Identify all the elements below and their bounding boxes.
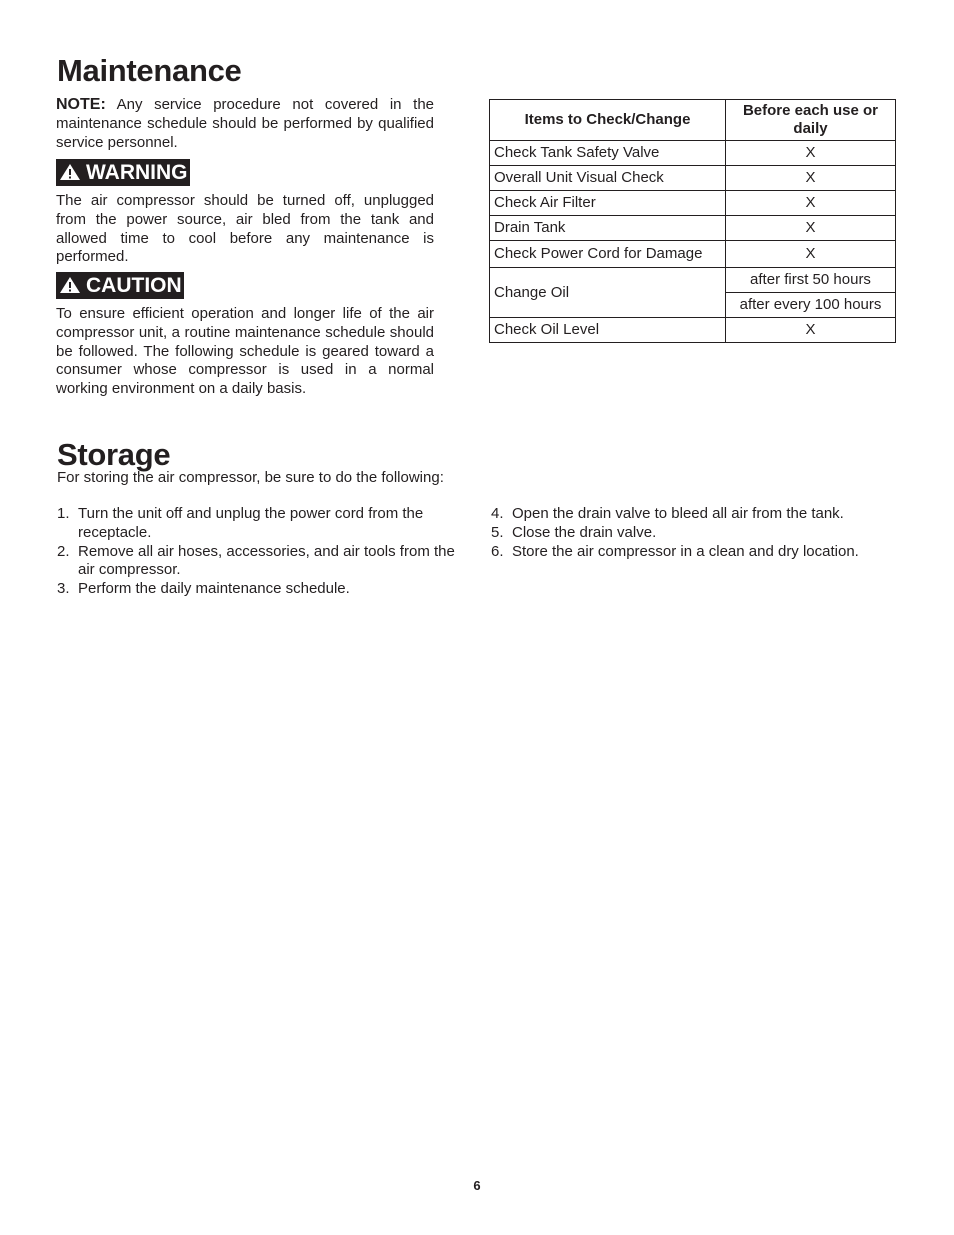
- table-cell-value: X: [726, 166, 896, 191]
- table-header-items: Items to Check/Change: [490, 100, 726, 141]
- table-cell-value: after every 100 hours: [726, 293, 896, 318]
- storage-steps-right: [491, 505, 891, 561]
- list-item: [491, 543, 891, 562]
- warning-triangle-icon: [59, 276, 81, 294]
- table-row: [490, 268, 896, 293]
- table-cell-item: Change Oil: [490, 268, 726, 318]
- caution-label: CAUTION: [86, 274, 182, 297]
- list-item: [491, 505, 891, 524]
- step-text: Close the drain valve.: [512, 523, 657, 541]
- table-cell-item: Check Tank Safety Valve: [490, 141, 726, 166]
- step-number: 4.: [491, 505, 504, 522]
- table-cell-item: Overall Unit Visual Check: [490, 166, 726, 191]
- note-label: NOTE:: [56, 96, 106, 113]
- table-row: [490, 166, 896, 191]
- list-item: [491, 524, 891, 543]
- table-cell-value: X: [726, 216, 896, 241]
- step-number: 5.: [491, 523, 504, 541]
- list-item: [57, 580, 457, 599]
- list-item: [57, 543, 457, 581]
- storage-title: Storage: [57, 437, 171, 472]
- step-number: 1.: [57, 505, 70, 522]
- table-row: [490, 241, 896, 268]
- table-cell-item: Drain Tank: [490, 216, 726, 241]
- note-paragraph: [56, 96, 434, 152]
- step-text: Open the drain valve to bleed all air from the tank.: [512, 505, 844, 522]
- list-item: [57, 505, 457, 543]
- caution-signal-label: [56, 272, 184, 299]
- table-cell-value: X: [726, 318, 896, 343]
- table-cell-item: Check Oil Level: [490, 318, 726, 343]
- table-row: [490, 191, 896, 216]
- step-text: Turn the unit off and unplug the power cord from the receptacle.: [78, 505, 424, 541]
- table-row: [490, 141, 896, 166]
- table-cell-value: X: [726, 241, 896, 268]
- storage-intro: For storing the air compressor, be sure to do the following:: [57, 469, 444, 486]
- warning-signal-label: [56, 159, 190, 186]
- step-text: Store the air compressor in a clean and dry location.: [512, 542, 859, 560]
- step-text: Remove all air hoses, accessories, and air tools from the air compressor.: [78, 542, 455, 579]
- maintenance-title: Maintenance: [57, 53, 242, 88]
- page-number: 6: [473, 1178, 481, 1193]
- table-row: [490, 318, 896, 343]
- table-header-frequency: Before each use or daily: [726, 100, 896, 141]
- note-text: Any service procedure not covered in the maintenance schedule should be performed by qualified service personnel.: [56, 96, 435, 151]
- table-cell-item: Check Power Cord for Damage: [490, 241, 726, 268]
- maintenance-schedule-table: [489, 99, 896, 343]
- table-header-row: [490, 100, 896, 141]
- table-cell-value: X: [726, 141, 896, 166]
- step-number: 2.: [57, 542, 70, 560]
- warning-triangle-icon: [59, 163, 81, 181]
- warning-label: WARNING: [86, 161, 188, 184]
- table-row: [490, 216, 896, 241]
- step-number: 3.: [57, 580, 70, 598]
- caution-text: To ensure efficient operation and longer life of the air compressor unit, a routine maintenance schedule should be followed. The following schedule is geared toward a consumer whose compressor is used in a normal working environment on a daily basis.: [56, 305, 434, 398]
- warning-text: The air compressor should be turned off, unplugged from the power source, air bled from the tank and allowed time to cool before any maintenance is performed.: [56, 192, 434, 266]
- table-cell-value: after first 50 hours: [726, 268, 896, 293]
- step-text: Perform the daily maintenance schedule.: [78, 580, 350, 598]
- step-number: 6.: [491, 542, 504, 560]
- storage-steps-left: [57, 505, 457, 599]
- table-cell-value: X: [726, 191, 896, 216]
- table-cell-item: Check Air Filter: [490, 191, 726, 216]
